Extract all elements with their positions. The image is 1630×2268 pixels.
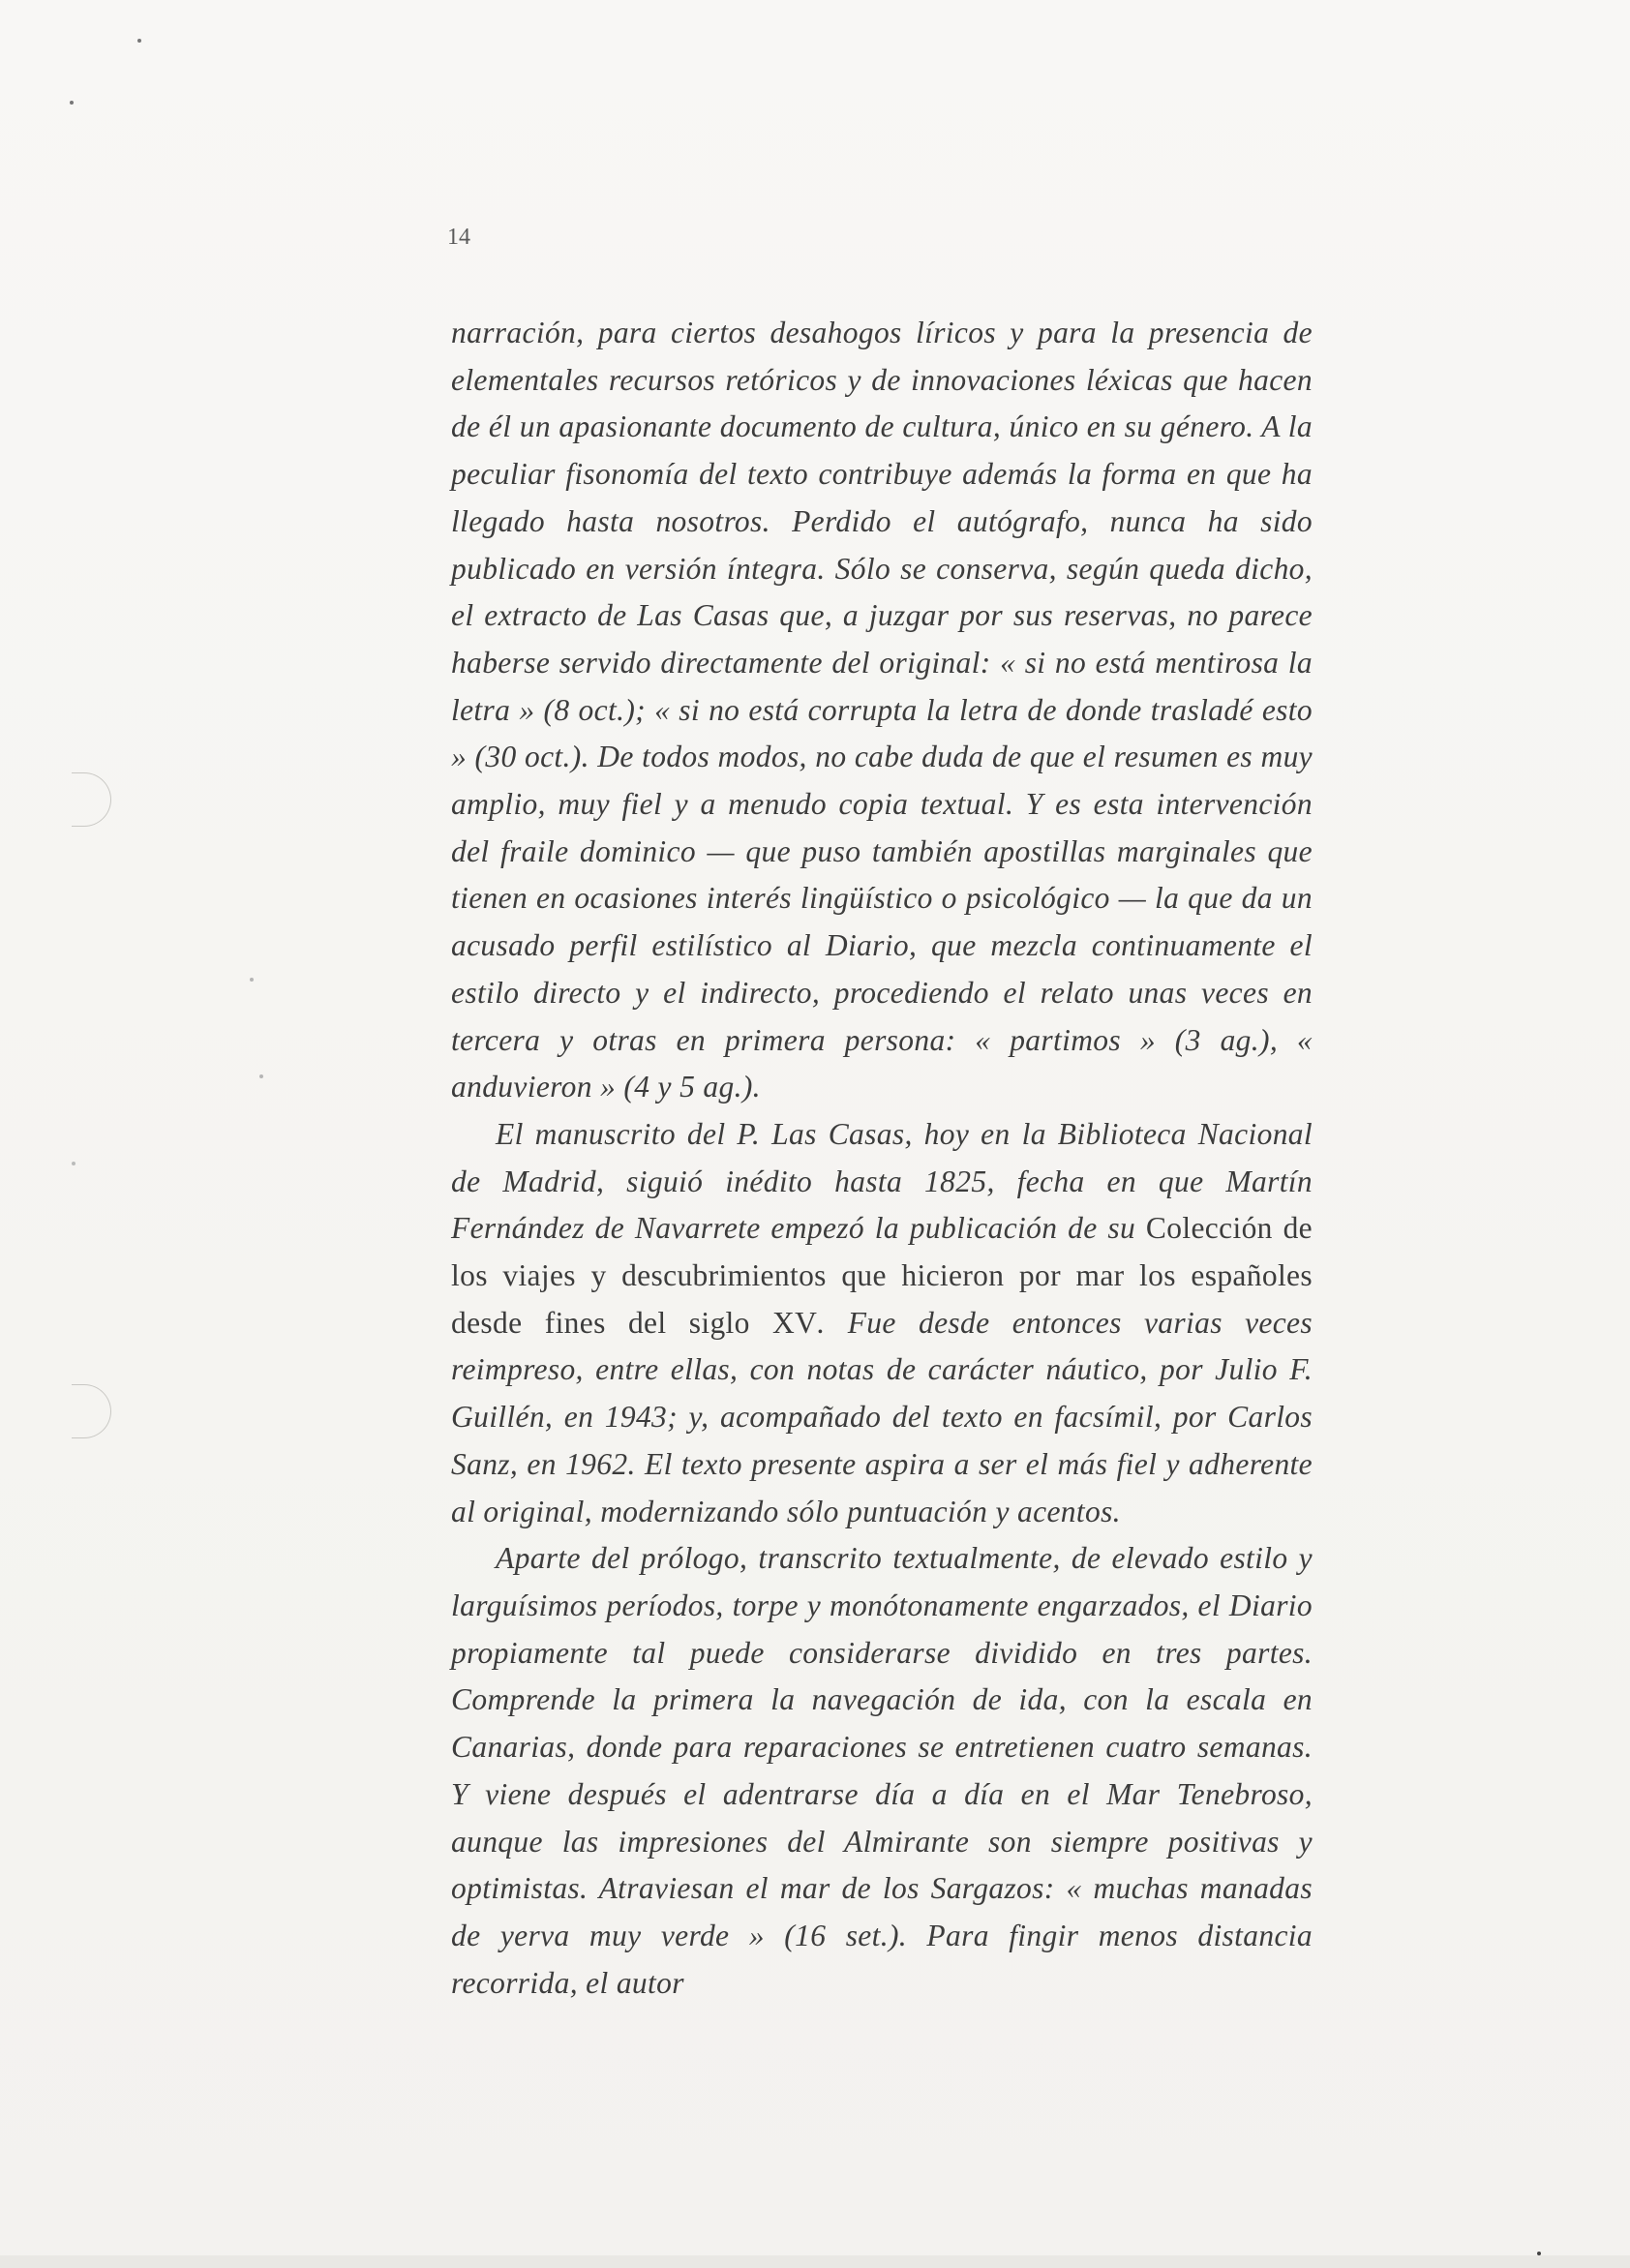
binder-hole-bottom bbox=[72, 1384, 111, 1438]
paragraph bbox=[451, 1111, 1313, 1535]
paragraph-text: . Fue desde entonces varias veces reimpreso, entre ellas, con notas de carácter náutico, por Julio F. Guillén, en 1943; y, acompañado del texto en facsímil, por Carlos Sanz, en 1962. El texto presente aspira a ser el más fiel y adherente al original, modernizando sólo puntuación y acentos. bbox=[451, 1305, 1313, 1528]
paper-speck bbox=[137, 39, 141, 43]
paragraph-text: El manuscrito del P. Las Casas, hoy en la Biblioteca Nacional de Madrid, siguió inédito hasta 1825, fecha en que Martín Fernández de Navarrete empezó la publicación de su bbox=[451, 1116, 1313, 1246]
paper-speck bbox=[259, 1074, 263, 1078]
page-number: 14 bbox=[447, 225, 470, 250]
paper-speck bbox=[250, 978, 254, 982]
paragraph-text: Aparte del prólogo, transcrito textualmente, de elevado estilo y larguísimos períodos, torpe y monótonamente engarzados, el Diario propiamente tal puede considerarse dividido en tres partes. Comprende la primera la navegación de ida, con la escala en Canarias, donde para reparaciones se entretienen cuatro semanas. Y viene después el adentrarse día a día en el Mar Tenebroso, aunque las impresiones del Almirante son siempre positivas y optimistas. Atraviesan el mar de los Sargazos: « muchas manadas de yerva muy verde » (16 set.). Para fingir menos distancia recorrida, el autor bbox=[451, 1541, 1313, 2000]
paragraph bbox=[451, 1535, 1313, 2007]
page-bottom-edge bbox=[0, 2255, 1630, 2268]
body-text bbox=[451, 310, 1313, 2007]
paragraph-text: narración, para ciertos desahogos líricos y para la presencia de elementales recursos retóricos y de innovaciones léxicas que hacen de él un apasionante documento de cultura, único en su género. A la peculiar fisonomía del texto contribuye además la forma en que ha llegado hasta nosotros. Perdido el autógrafo, nunca ha sido publicado en versión íntegra. Sólo se conserva, según queda dicho, el extracto de Las Casas que, a juzgar por sus reservas, no parece haberse servido directamente del original: « si no está mentirosa la letra » (8 oct.); « si no está corrupta la letra de donde trasladé esto » (30 oct.). De todos modos, no cabe duda de que el resumen es muy amplio, muy fiel y a menudo copia textual. Y es esta intervención del fraile dominico — que puso también apostillas marginales que tienen en ocasiones interés lingüístico o psicológico — la que da un acusado perfil estilístico al Diario, que mezcla continuamente el estilo directo y el indirecto, procediendo el relato unas veces en tercera y otras en primera persona: « partimos » (3 ag.), « anduvieron » (4 y 5 ag.). bbox=[451, 316, 1313, 1104]
paper-speck bbox=[70, 101, 74, 105]
paragraph bbox=[451, 310, 1313, 1111]
book-title-text: Colección de los viajes y descubrimientos que hicieron por mar los españoles desde fines del siglo XV bbox=[451, 1211, 1313, 1340]
binder-hole-top bbox=[72, 772, 111, 827]
paper-speck bbox=[72, 1162, 75, 1165]
